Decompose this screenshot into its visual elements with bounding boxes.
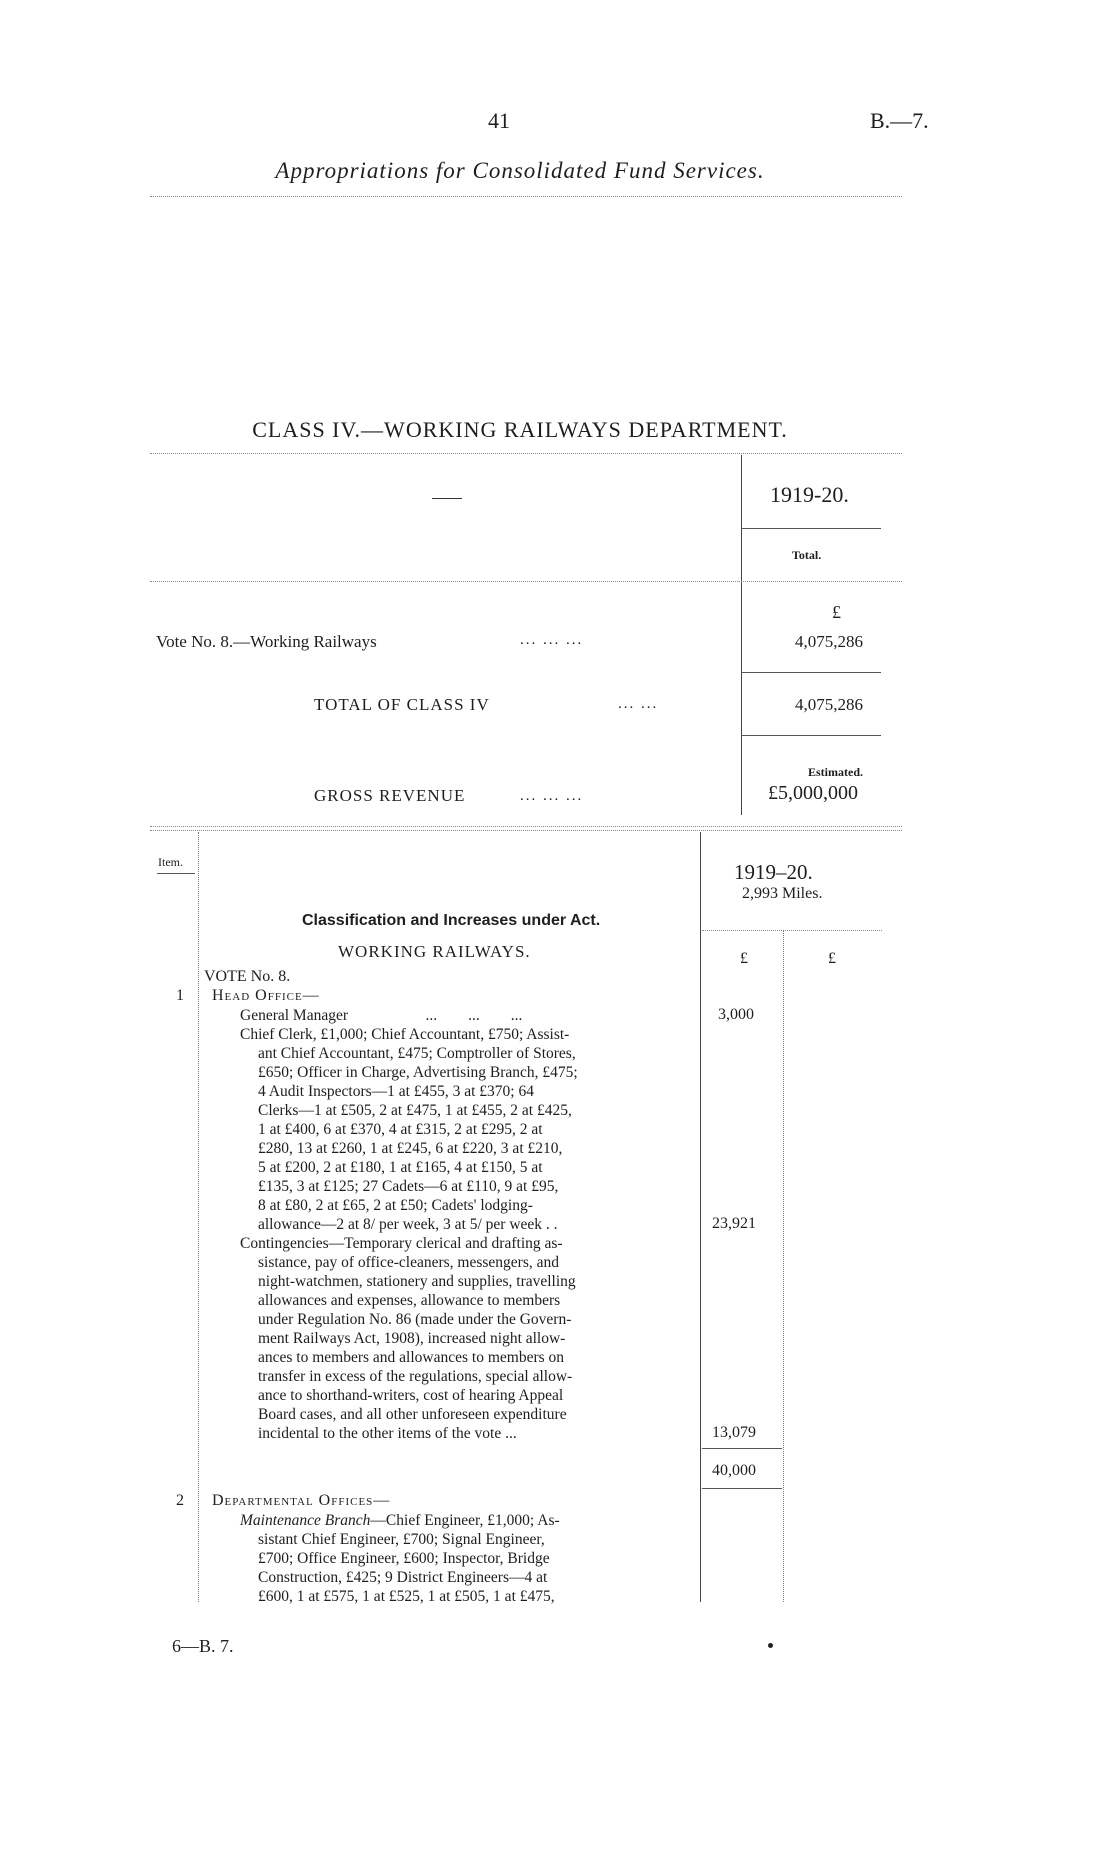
summary-total-header: Total.	[792, 548, 822, 562]
item-heading: Head Office—	[212, 987, 320, 1004]
item-number: 1	[176, 987, 184, 1004]
item-line: transfer in excess of the regulations, special allow-	[258, 1368, 573, 1385]
item-line: ant Chief Accountant, £475; Comptroller of Stores,	[258, 1045, 576, 1062]
gross-revenue-leader: ... ... ...	[520, 788, 584, 804]
document-reference: B.—7.	[870, 108, 929, 133]
vote-number: VOTE No. 8.	[204, 968, 291, 985]
summary-header-rule	[150, 581, 902, 582]
item-line: £135, 3 at £125; 27 Cadets—6 at £110, 9 at £95,	[258, 1178, 559, 1195]
total-row-rule	[741, 735, 881, 736]
stub-dash	[432, 498, 462, 499]
item-line: incidental to the other items of the vote ...	[258, 1425, 517, 1442]
header-rule	[150, 196, 902, 197]
item-line: Construction, £425; 9 District Engineers—4 at	[258, 1569, 548, 1586]
subtotal-underline	[702, 1488, 782, 1489]
page-number: 41	[488, 108, 510, 133]
item-line: allowances and expenses, allowance to members	[258, 1292, 561, 1309]
item-line: General Manager ... ... ...	[240, 1007, 523, 1024]
total-class-amount: 4,075,286	[795, 695, 863, 714]
printer-signature: 6—B. 7.	[172, 1636, 234, 1656]
item-line: £280, 13 at £260, 1 at £245, 6 at £220, 3 at £210,	[258, 1140, 563, 1157]
gross-revenue-amount: £5,000,000	[768, 782, 858, 804]
classification-heading: Classification and Increases under Act.	[302, 912, 601, 929]
item-line: ment Railways Act, 1908), increased night allow-	[258, 1330, 566, 1347]
item-header: Item.	[158, 855, 183, 869]
currency-column-1: £	[740, 950, 748, 967]
item-line: under Regulation No. 86 (made under the Govern-	[258, 1311, 572, 1328]
vote-row-label: Vote No. 8.—Working Railways	[156, 632, 377, 651]
summary-bottom-rule-2	[150, 830, 902, 831]
item-amount: 23,921	[712, 1215, 756, 1232]
running-title: Appropriations for Consolidated Fund Services.	[275, 158, 765, 183]
currency-column-2: £	[828, 950, 836, 967]
item-line: allowance—2 at 8/ per week, 3 at 5/ per week . .	[258, 1216, 558, 1233]
item-amount: 13,079	[712, 1424, 756, 1441]
summary-currency: £	[832, 602, 841, 622]
item-line: Contingencies—Temporary clerical and drafting as-	[240, 1235, 563, 1252]
item-line: £700; Office Engineer, £600; Inspector, Bridge	[258, 1550, 550, 1567]
branch-name: Maintenance Branch	[240, 1512, 371, 1529]
item-line: 1 at £400, 6 at £370, 4 at £315, 2 at £295, 2 at	[258, 1121, 543, 1138]
detail-year-header: 1919–20.	[734, 860, 813, 884]
item-line: Board cases, and all other unforeseen expenditure	[258, 1406, 567, 1423]
item-line	[240, 1511, 560, 1530]
branch-text: —Chief Engineer, £1,000; As-	[370, 1512, 560, 1529]
item-number: 2	[176, 1492, 184, 1509]
total-class-label: TOTAL OF CLASS IV	[314, 695, 490, 714]
item-line: Chief Clerk, £1,000; Chief Accountant, £750; Assist-	[240, 1026, 570, 1043]
summary-year-header: 1919-20.	[770, 482, 849, 507]
subtotal-rule	[702, 1448, 782, 1449]
item-line: 8 at £80, 2 at £65, 2 at £50; Cadets' lodging-	[258, 1197, 533, 1214]
amount-subcolumn-divider	[783, 930, 784, 1602]
detail-header-rule	[702, 930, 882, 931]
item-column-divider	[198, 832, 199, 1602]
item-line: Clerks—1 at £505, 2 at £475, 1 at £455, 2 at £425,	[258, 1102, 572, 1119]
item-line: ance to shorthand-writers, cost of hearing Appeal	[258, 1387, 564, 1404]
item-header-rule	[157, 873, 195, 874]
item-amount: 3,000	[718, 1006, 754, 1023]
item-heading: Departmental Offices—	[212, 1492, 391, 1509]
vote-row-leader: ... ... ...	[520, 632, 584, 648]
item-line: night-watchmen, stationery and supplies, travelling	[258, 1273, 576, 1290]
item-subtotal: 40,000	[712, 1462, 756, 1479]
estimated-header: Estimated.	[808, 765, 863, 779]
item-line: £650; Officer in Charge, Advertising Branch, £475;	[258, 1064, 578, 1081]
vote-row-amount: 4,075,286	[795, 632, 863, 651]
summary-bottom-rule	[150, 826, 902, 827]
class-top-rule	[150, 453, 902, 454]
vote-heading: WORKING RAILWAYS.	[338, 942, 531, 961]
total-class-leader: ... ...	[618, 696, 659, 712]
item-line: sistance, pay of office-cleaners, messengers, and	[258, 1254, 559, 1271]
item-line: 4 Audit Inspectors—1 at £455, 3 at £370; 64	[258, 1083, 534, 1100]
amount-column-divider	[700, 832, 701, 1602]
print-mark	[768, 1643, 773, 1648]
vote-row-rule	[741, 672, 881, 673]
item-line: 5 at £200, 2 at £180, 1 at £165, 4 at £150, 5 at	[258, 1159, 543, 1176]
gross-revenue-label: GROSS REVENUE	[314, 786, 466, 805]
item-line: sistant Chief Engineer, £700; Signal Engineer,	[258, 1531, 545, 1548]
item-line: £600, 1 at £575, 1 at £525, 1 at £505, 1 at £475,	[258, 1588, 555, 1605]
item-line: ances to members and allowances to members on	[258, 1349, 565, 1366]
class-title: CLASS IV.—WORKING RAILWAYS DEPARTMENT.	[252, 417, 788, 442]
detail-miles: 2,993 Miles.	[742, 885, 823, 902]
year-underline	[741, 528, 881, 529]
summary-column-divider	[741, 455, 742, 815]
